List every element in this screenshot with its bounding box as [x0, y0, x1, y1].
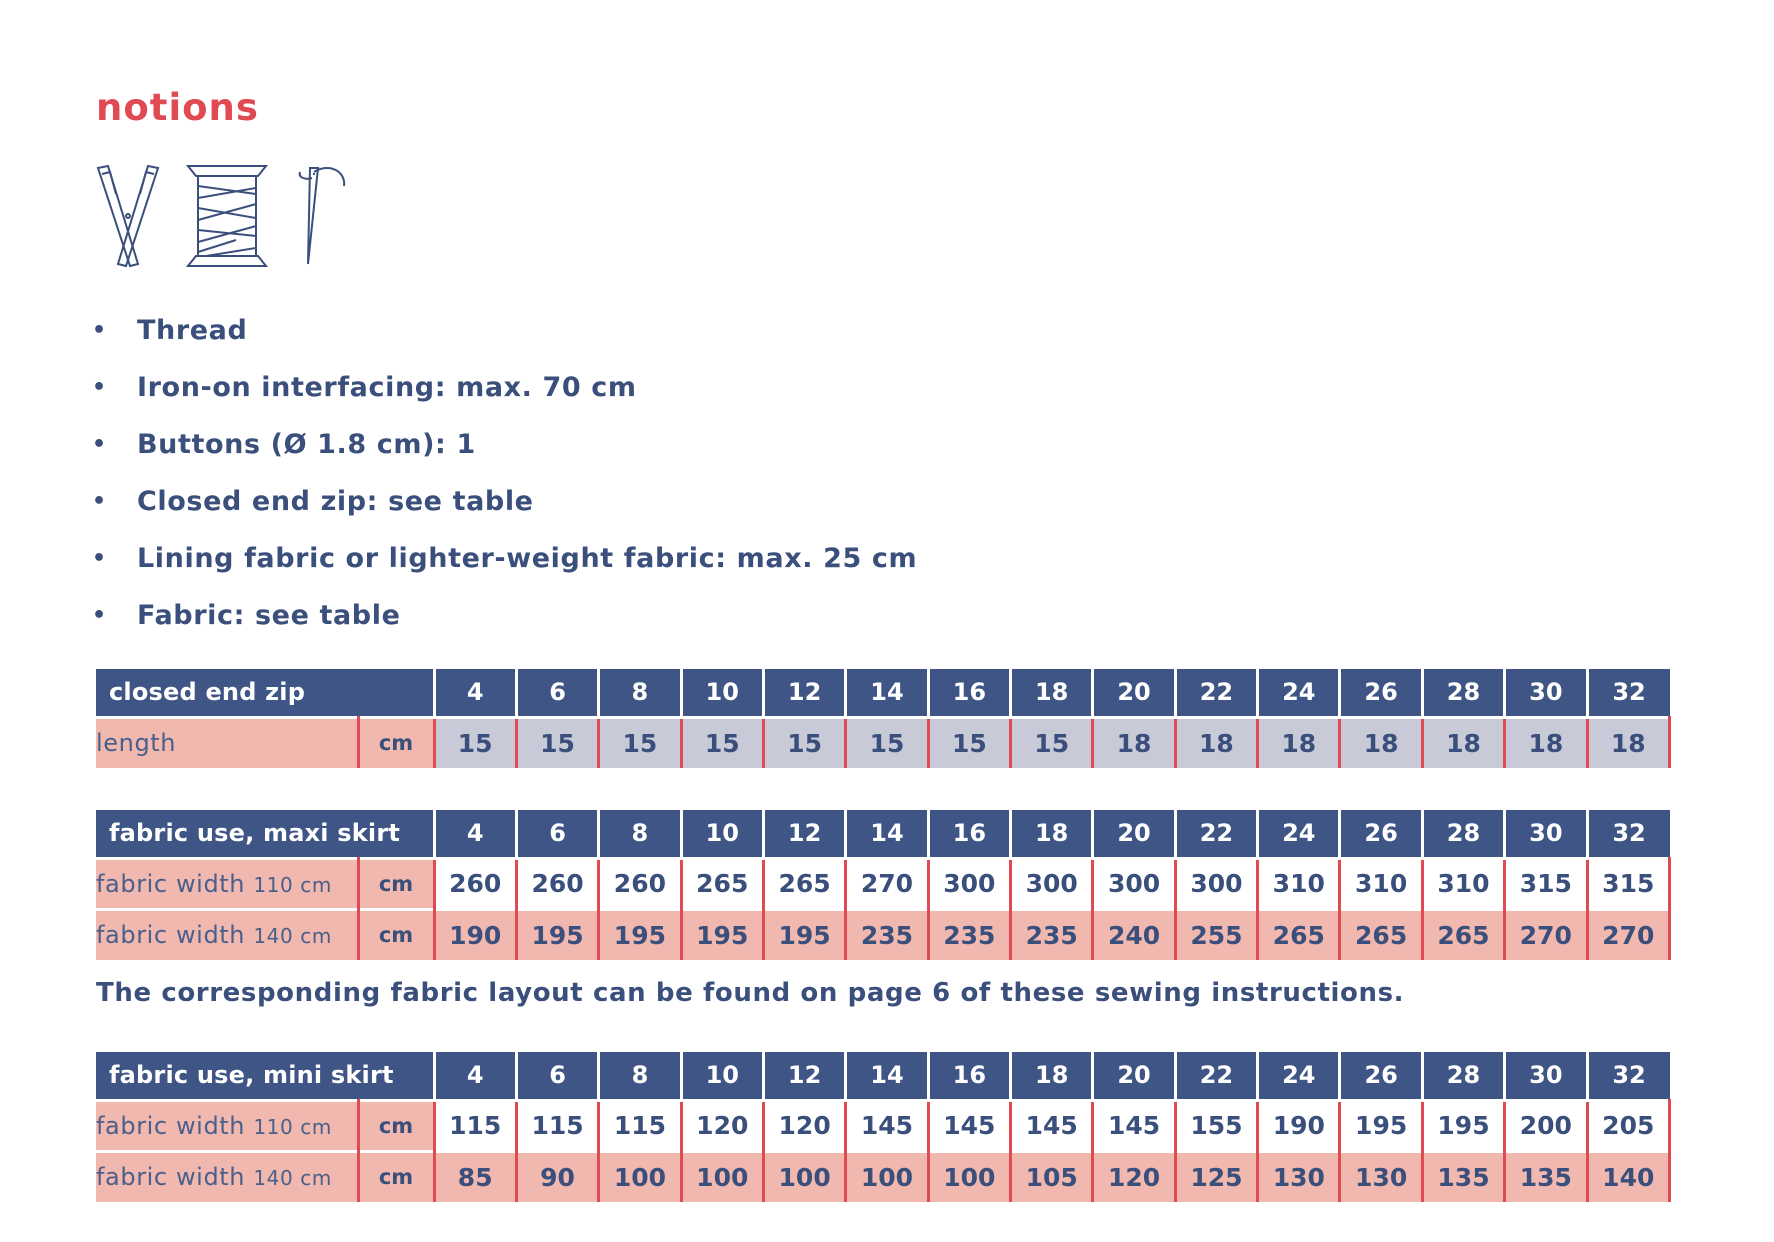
value-cell: 270 — [1587, 909, 1669, 960]
table-row — [96, 858, 1670, 909]
row-label-text: fabric width — [96, 1111, 254, 1140]
size-header: 26 — [1340, 810, 1422, 858]
value-cell: 265 — [1422, 909, 1504, 960]
row-label — [96, 1100, 358, 1151]
row-label — [96, 909, 358, 960]
value-cell: 265 — [1340, 909, 1422, 960]
value-cell: 130 — [1258, 1151, 1340, 1202]
value-cell: 15 — [681, 717, 763, 768]
table-header-row — [96, 669, 1670, 717]
size-header: 32 — [1587, 810, 1669, 858]
size-header: 32 — [1587, 669, 1669, 717]
row-label-text: fabric width — [96, 1163, 254, 1192]
table-row — [96, 717, 1670, 768]
value-cell: 18 — [1340, 717, 1422, 768]
notions-icons — [94, 164, 354, 274]
value-cell: 135 — [1422, 1151, 1504, 1202]
mini-skirt-fabric-table — [96, 1052, 1671, 1202]
value-cell: 260 — [434, 858, 516, 909]
value-cell: 190 — [434, 909, 516, 960]
size-header: 20 — [1093, 1052, 1175, 1100]
list-item — [92, 530, 917, 587]
size-header: 14 — [846, 1052, 928, 1100]
zip-table — [96, 669, 1671, 768]
value-cell: 155 — [1175, 1100, 1257, 1151]
list-item — [92, 359, 917, 416]
value-cell: 260 — [516, 858, 598, 909]
value-cell: 145 — [1011, 1100, 1093, 1151]
value-cell: 105 — [1011, 1151, 1093, 1202]
row-unit: cm — [358, 717, 434, 768]
table-title: closed end zip — [96, 669, 434, 717]
size-header: 18 — [1011, 669, 1093, 717]
size-header: 12 — [763, 669, 845, 717]
size-header: 26 — [1340, 1052, 1422, 1100]
value-cell: 195 — [763, 909, 845, 960]
size-header: 10 — [681, 669, 763, 717]
size-header: 24 — [1258, 669, 1340, 717]
value-cell: 270 — [1505, 909, 1587, 960]
size-header: 4 — [434, 669, 516, 717]
notion-text: Buttons (Ø 1.8 cm): 1 — [137, 429, 476, 460]
row-label-text: length — [96, 729, 177, 758]
value-cell: 145 — [1093, 1100, 1175, 1151]
value-cell: 240 — [1093, 909, 1175, 960]
table-row — [96, 1151, 1670, 1202]
size-header: 22 — [1175, 810, 1257, 858]
size-header: 16 — [928, 1052, 1010, 1100]
notion-text: Closed end zip: see table — [137, 486, 534, 517]
row-label-width: 140 cm — [253, 1166, 332, 1191]
bullet: • — [92, 546, 107, 571]
value-cell: 15 — [599, 717, 681, 768]
value-cell: 15 — [434, 717, 516, 768]
value-cell: 135 — [1505, 1151, 1587, 1202]
value-cell: 100 — [928, 1151, 1010, 1202]
value-cell: 195 — [516, 909, 598, 960]
value-cell: 90 — [516, 1151, 598, 1202]
value-cell: 125 — [1175, 1151, 1257, 1202]
table-row — [96, 1100, 1670, 1151]
value-cell: 100 — [763, 1151, 845, 1202]
value-cell: 140 — [1587, 1151, 1669, 1202]
value-cell: 130 — [1340, 1151, 1422, 1202]
size-header: 30 — [1505, 669, 1587, 717]
size-header: 16 — [928, 810, 1010, 858]
value-cell: 265 — [1258, 909, 1340, 960]
size-header: 18 — [1011, 1052, 1093, 1100]
size-header: 22 — [1175, 669, 1257, 717]
value-cell: 310 — [1422, 858, 1504, 909]
size-header: 26 — [1340, 669, 1422, 717]
value-cell: 255 — [1175, 909, 1257, 960]
value-cell: 15 — [1011, 717, 1093, 768]
size-header: 32 — [1587, 1052, 1669, 1100]
value-cell: 100 — [599, 1151, 681, 1202]
size-header: 8 — [599, 669, 681, 717]
list-item — [92, 587, 917, 644]
size-header: 16 — [928, 669, 1010, 717]
row-label — [96, 717, 358, 768]
value-cell: 15 — [763, 717, 845, 768]
value-cell: 115 — [434, 1100, 516, 1151]
value-cell: 300 — [1093, 858, 1175, 909]
value-cell: 310 — [1258, 858, 1340, 909]
list-item — [92, 302, 917, 359]
size-header: 6 — [516, 669, 598, 717]
table-header-row — [96, 1052, 1670, 1100]
table-title: fabric use, maxi skirt — [96, 810, 434, 858]
value-cell: 265 — [763, 858, 845, 909]
value-cell: 18 — [1258, 717, 1340, 768]
bullet: • — [92, 375, 107, 400]
value-cell: 195 — [681, 909, 763, 960]
value-cell: 300 — [1175, 858, 1257, 909]
size-header: 12 — [763, 1052, 845, 1100]
size-header: 22 — [1175, 1052, 1257, 1100]
value-cell: 235 — [928, 909, 1010, 960]
value-cell: 200 — [1505, 1100, 1587, 1151]
row-unit: cm — [358, 1151, 434, 1202]
bullet: • — [92, 318, 107, 343]
value-cell: 195 — [1422, 1100, 1504, 1151]
size-header: 24 — [1258, 810, 1340, 858]
value-cell: 270 — [846, 858, 928, 909]
value-cell: 195 — [1340, 1100, 1422, 1151]
row-unit: cm — [358, 909, 434, 960]
value-cell: 18 — [1093, 717, 1175, 768]
size-header: 30 — [1505, 1052, 1587, 1100]
thread-spool-icon — [186, 164, 268, 268]
bullet: • — [92, 603, 107, 628]
size-header: 8 — [599, 810, 681, 858]
value-cell: 145 — [928, 1100, 1010, 1151]
value-cell: 205 — [1587, 1100, 1669, 1151]
value-cell: 18 — [1175, 717, 1257, 768]
size-header: 20 — [1093, 810, 1175, 858]
bullet: • — [92, 432, 107, 457]
size-header: 28 — [1422, 810, 1504, 858]
value-cell: 15 — [846, 717, 928, 768]
fabric-layout-note: The corresponding fabric layout can be found on page 6 of these sewing instructions. — [96, 978, 1405, 1008]
row-unit: cm — [358, 858, 434, 909]
value-cell: 15 — [928, 717, 1010, 768]
section-title: notions — [96, 86, 259, 129]
value-cell: 18 — [1422, 717, 1504, 768]
value-cell: 120 — [1093, 1151, 1175, 1202]
size-header: 10 — [681, 1052, 763, 1100]
notion-text: Fabric: see table — [137, 600, 401, 631]
value-cell: 120 — [681, 1100, 763, 1151]
size-header: 14 — [846, 669, 928, 717]
value-cell: 300 — [1011, 858, 1093, 909]
maxi-skirt-fabric-table — [96, 810, 1671, 960]
bullet: • — [92, 489, 107, 514]
notion-text: Thread — [137, 315, 248, 346]
size-header: 28 — [1422, 1052, 1504, 1100]
value-cell: 260 — [599, 858, 681, 909]
size-header: 6 — [516, 1052, 598, 1100]
row-label — [96, 858, 358, 909]
size-header: 18 — [1011, 810, 1093, 858]
size-header: 8 — [599, 1052, 681, 1100]
value-cell: 15 — [516, 717, 598, 768]
value-cell: 85 — [434, 1151, 516, 1202]
list-item — [92, 416, 917, 473]
value-cell: 115 — [516, 1100, 598, 1151]
list-item — [92, 473, 917, 530]
value-cell: 145 — [846, 1100, 928, 1151]
value-cell: 120 — [763, 1100, 845, 1151]
value-cell: 265 — [681, 858, 763, 909]
notions-list — [92, 302, 917, 644]
value-cell: 235 — [846, 909, 928, 960]
notion-text: Iron-on interfacing: max. 70 cm — [137, 372, 637, 403]
value-cell: 310 — [1340, 858, 1422, 909]
value-cell: 300 — [928, 858, 1010, 909]
row-label-text: fabric width — [96, 921, 254, 950]
notion-text: Lining fabric or lighter-weight fabric: max. 25 cm — [137, 543, 918, 574]
row-label-width: 110 cm — [253, 1114, 332, 1139]
scissors-icon — [94, 164, 162, 268]
value-cell: 315 — [1505, 858, 1587, 909]
value-cell: 18 — [1587, 717, 1669, 768]
value-cell: 195 — [599, 909, 681, 960]
size-header: 10 — [681, 810, 763, 858]
size-header: 6 — [516, 810, 598, 858]
table-row — [96, 909, 1670, 960]
table-title: fabric use, mini skirt — [96, 1052, 434, 1100]
size-header: 4 — [434, 1052, 516, 1100]
row-label-text: fabric width — [96, 869, 254, 898]
value-cell: 315 — [1587, 858, 1669, 909]
row-label-width: 140 cm — [253, 924, 332, 949]
size-header: 20 — [1093, 669, 1175, 717]
size-header: 30 — [1505, 810, 1587, 858]
needle-icon — [294, 164, 350, 268]
value-cell: 190 — [1258, 1100, 1340, 1151]
size-header: 28 — [1422, 669, 1504, 717]
value-cell: 100 — [681, 1151, 763, 1202]
size-header: 4 — [434, 810, 516, 858]
value-cell: 100 — [846, 1151, 928, 1202]
value-cell: 235 — [1011, 909, 1093, 960]
size-header: 14 — [846, 810, 928, 858]
row-label — [96, 1151, 358, 1202]
value-cell: 115 — [599, 1100, 681, 1151]
size-header: 24 — [1258, 1052, 1340, 1100]
size-header: 12 — [763, 810, 845, 858]
table-header-row — [96, 810, 1670, 858]
row-unit: cm — [358, 1100, 434, 1151]
value-cell: 18 — [1505, 717, 1587, 768]
row-label-width: 110 cm — [253, 872, 332, 897]
